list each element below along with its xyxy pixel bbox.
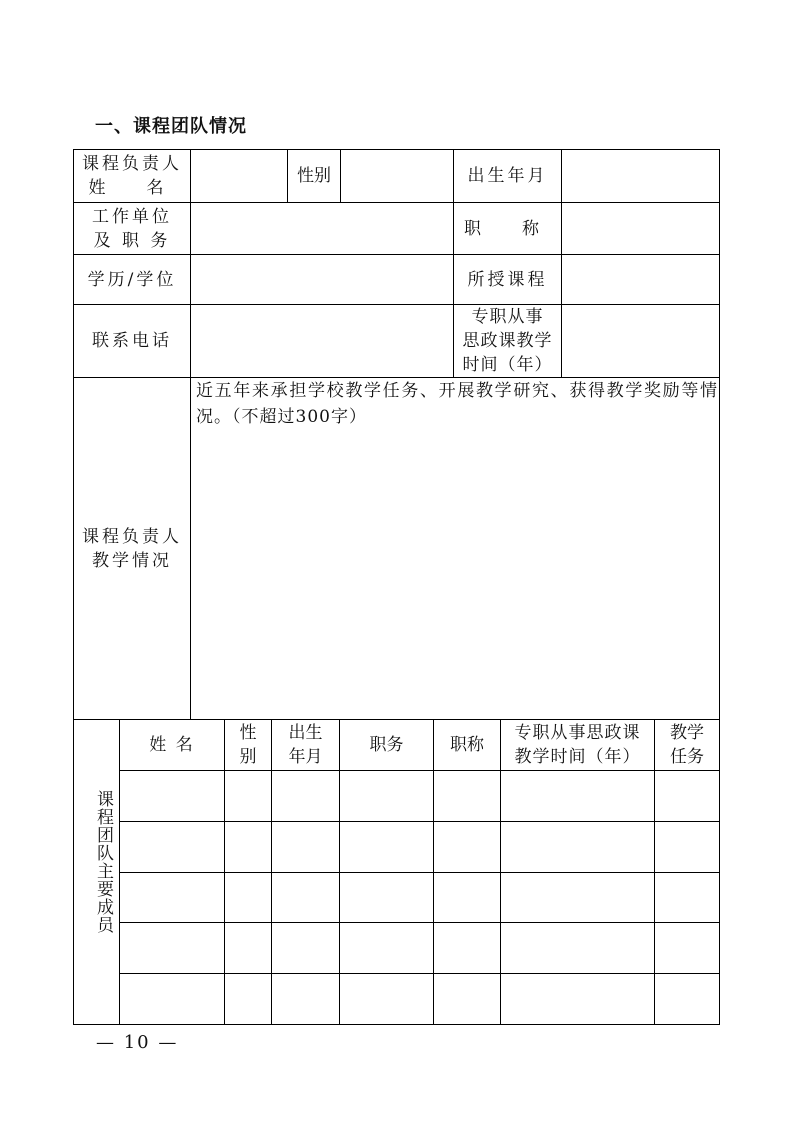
- col-header-gender-line1: 性: [239, 723, 257, 743]
- teaching-years-label-line3: 时间（年）: [462, 355, 553, 375]
- phone-field[interactable]: [191, 305, 453, 377]
- page-number: — 10 —: [96, 1032, 179, 1053]
- member-name-field[interactable]: [120, 974, 224, 1024]
- courses-field[interactable]: [562, 255, 719, 304]
- team-members-label: 课程团队主要成员: [93, 790, 113, 934]
- member-teaching-years-field[interactable]: [501, 974, 654, 1024]
- member-position-field[interactable]: [340, 974, 433, 1024]
- table-right-border: [719, 149, 720, 1025]
- unit-field[interactable]: [191, 203, 453, 254]
- member-teaching-years-field[interactable]: [501, 923, 654, 973]
- member-birth-field[interactable]: [272, 873, 339, 922]
- gender-field[interactable]: [341, 150, 453, 202]
- member-title-field[interactable]: [434, 873, 500, 922]
- col-header-title: 职称: [450, 735, 484, 755]
- teaching-situation-prompt: 近五年来承担学校教学任务、开展教学研究、获得教学奖励等情况。（不超过300字）: [196, 381, 718, 427]
- teaching-years-label-line1: 专职从事: [471, 307, 544, 327]
- degree-label: 学历/学位: [87, 269, 177, 290]
- member-title-field[interactable]: [434, 974, 500, 1024]
- member-task-field[interactable]: [655, 974, 719, 1024]
- col-header-position: 职务: [369, 735, 404, 755]
- birth-label: 出生年月: [467, 166, 548, 186]
- member-name-field[interactable]: [120, 923, 224, 973]
- member-birth-field[interactable]: [272, 974, 339, 1024]
- col-header-gender-line2: 别: [239, 747, 257, 767]
- birth-field[interactable]: [562, 150, 719, 202]
- leader-name-field[interactable]: [191, 150, 287, 202]
- unit-label-line1: 工作单位: [92, 206, 172, 227]
- unit-label: [74, 203, 190, 254]
- col-header-teaching-years-line1: 专职从事思政课: [514, 723, 641, 743]
- gender-label: 性别: [297, 166, 331, 186]
- member-name-field[interactable]: [120, 873, 224, 922]
- member-teaching-years-field[interactable]: [501, 822, 654, 872]
- member-gender-field[interactable]: [225, 822, 271, 872]
- col-header-task-line2: 任务: [670, 747, 704, 767]
- col-header-name: 姓 名: [149, 735, 195, 755]
- col-header-gender: [225, 720, 271, 770]
- member-position-field[interactable]: [340, 822, 433, 872]
- member-task-field[interactable]: [655, 771, 719, 821]
- member-position-field[interactable]: [340, 923, 433, 973]
- member-birth-field[interactable]: [272, 822, 339, 872]
- courses-label: 所授课程: [467, 269, 548, 290]
- col-header-birth-line2: 年月: [288, 747, 323, 767]
- teaching-years-label: [454, 305, 561, 377]
- member-task-field[interactable]: [655, 923, 719, 973]
- col-header-birth-line1: 出生: [288, 723, 323, 743]
- col-header-task: [655, 720, 719, 770]
- leader-name-label: [74, 150, 190, 202]
- member-title-field[interactable]: [434, 822, 500, 872]
- table-bottom-border: [73, 1024, 720, 1025]
- teaching-years-field[interactable]: [562, 305, 719, 377]
- teaching-situation-label-line1: 课程负责人: [82, 526, 182, 547]
- leader-name-label-line1: 课程负责人: [82, 154, 182, 174]
- title-label: 职 称: [464, 218, 551, 239]
- member-teaching-years-field[interactable]: [501, 771, 654, 821]
- member-position-field[interactable]: [340, 873, 433, 922]
- member-gender-field[interactable]: [225, 923, 271, 973]
- teaching-situation-field[interactable]: [191, 440, 719, 719]
- member-task-field[interactable]: [655, 822, 719, 872]
- member-position-field[interactable]: [340, 771, 433, 821]
- member-name-field[interactable]: [120, 771, 224, 821]
- member-birth-field[interactable]: [272, 771, 339, 821]
- member-teaching-years-field[interactable]: [501, 873, 654, 922]
- member-gender-field[interactable]: [225, 974, 271, 1024]
- teaching-situation-label: [74, 378, 190, 719]
- teaching-years-label-line2: 思政课教学: [462, 331, 553, 351]
- member-title-field[interactable]: [434, 923, 500, 973]
- leader-name-label-line2: 姓 名: [88, 178, 176, 198]
- section-title: 一、课程团队情况: [95, 116, 247, 137]
- unit-label-line2: 及 职 务: [93, 230, 171, 251]
- member-gender-field[interactable]: [225, 873, 271, 922]
- col-header-teaching-years-line2: 教学时间（年）: [514, 747, 641, 767]
- col-header-birth: [272, 720, 339, 770]
- member-birth-field[interactable]: [272, 923, 339, 973]
- col-header-task-line1: 教学: [670, 723, 704, 743]
- member-task-field[interactable]: [655, 873, 719, 922]
- member-gender-field[interactable]: [225, 771, 271, 821]
- phone-label: 联系电话: [92, 331, 172, 351]
- title-field[interactable]: [562, 203, 719, 254]
- member-title-field[interactable]: [434, 771, 500, 821]
- col-header-teaching-years: [501, 720, 654, 770]
- member-name-field[interactable]: [120, 822, 224, 872]
- degree-field[interactable]: [191, 255, 453, 304]
- teaching-situation-label-line2: 教学情况: [92, 550, 172, 571]
